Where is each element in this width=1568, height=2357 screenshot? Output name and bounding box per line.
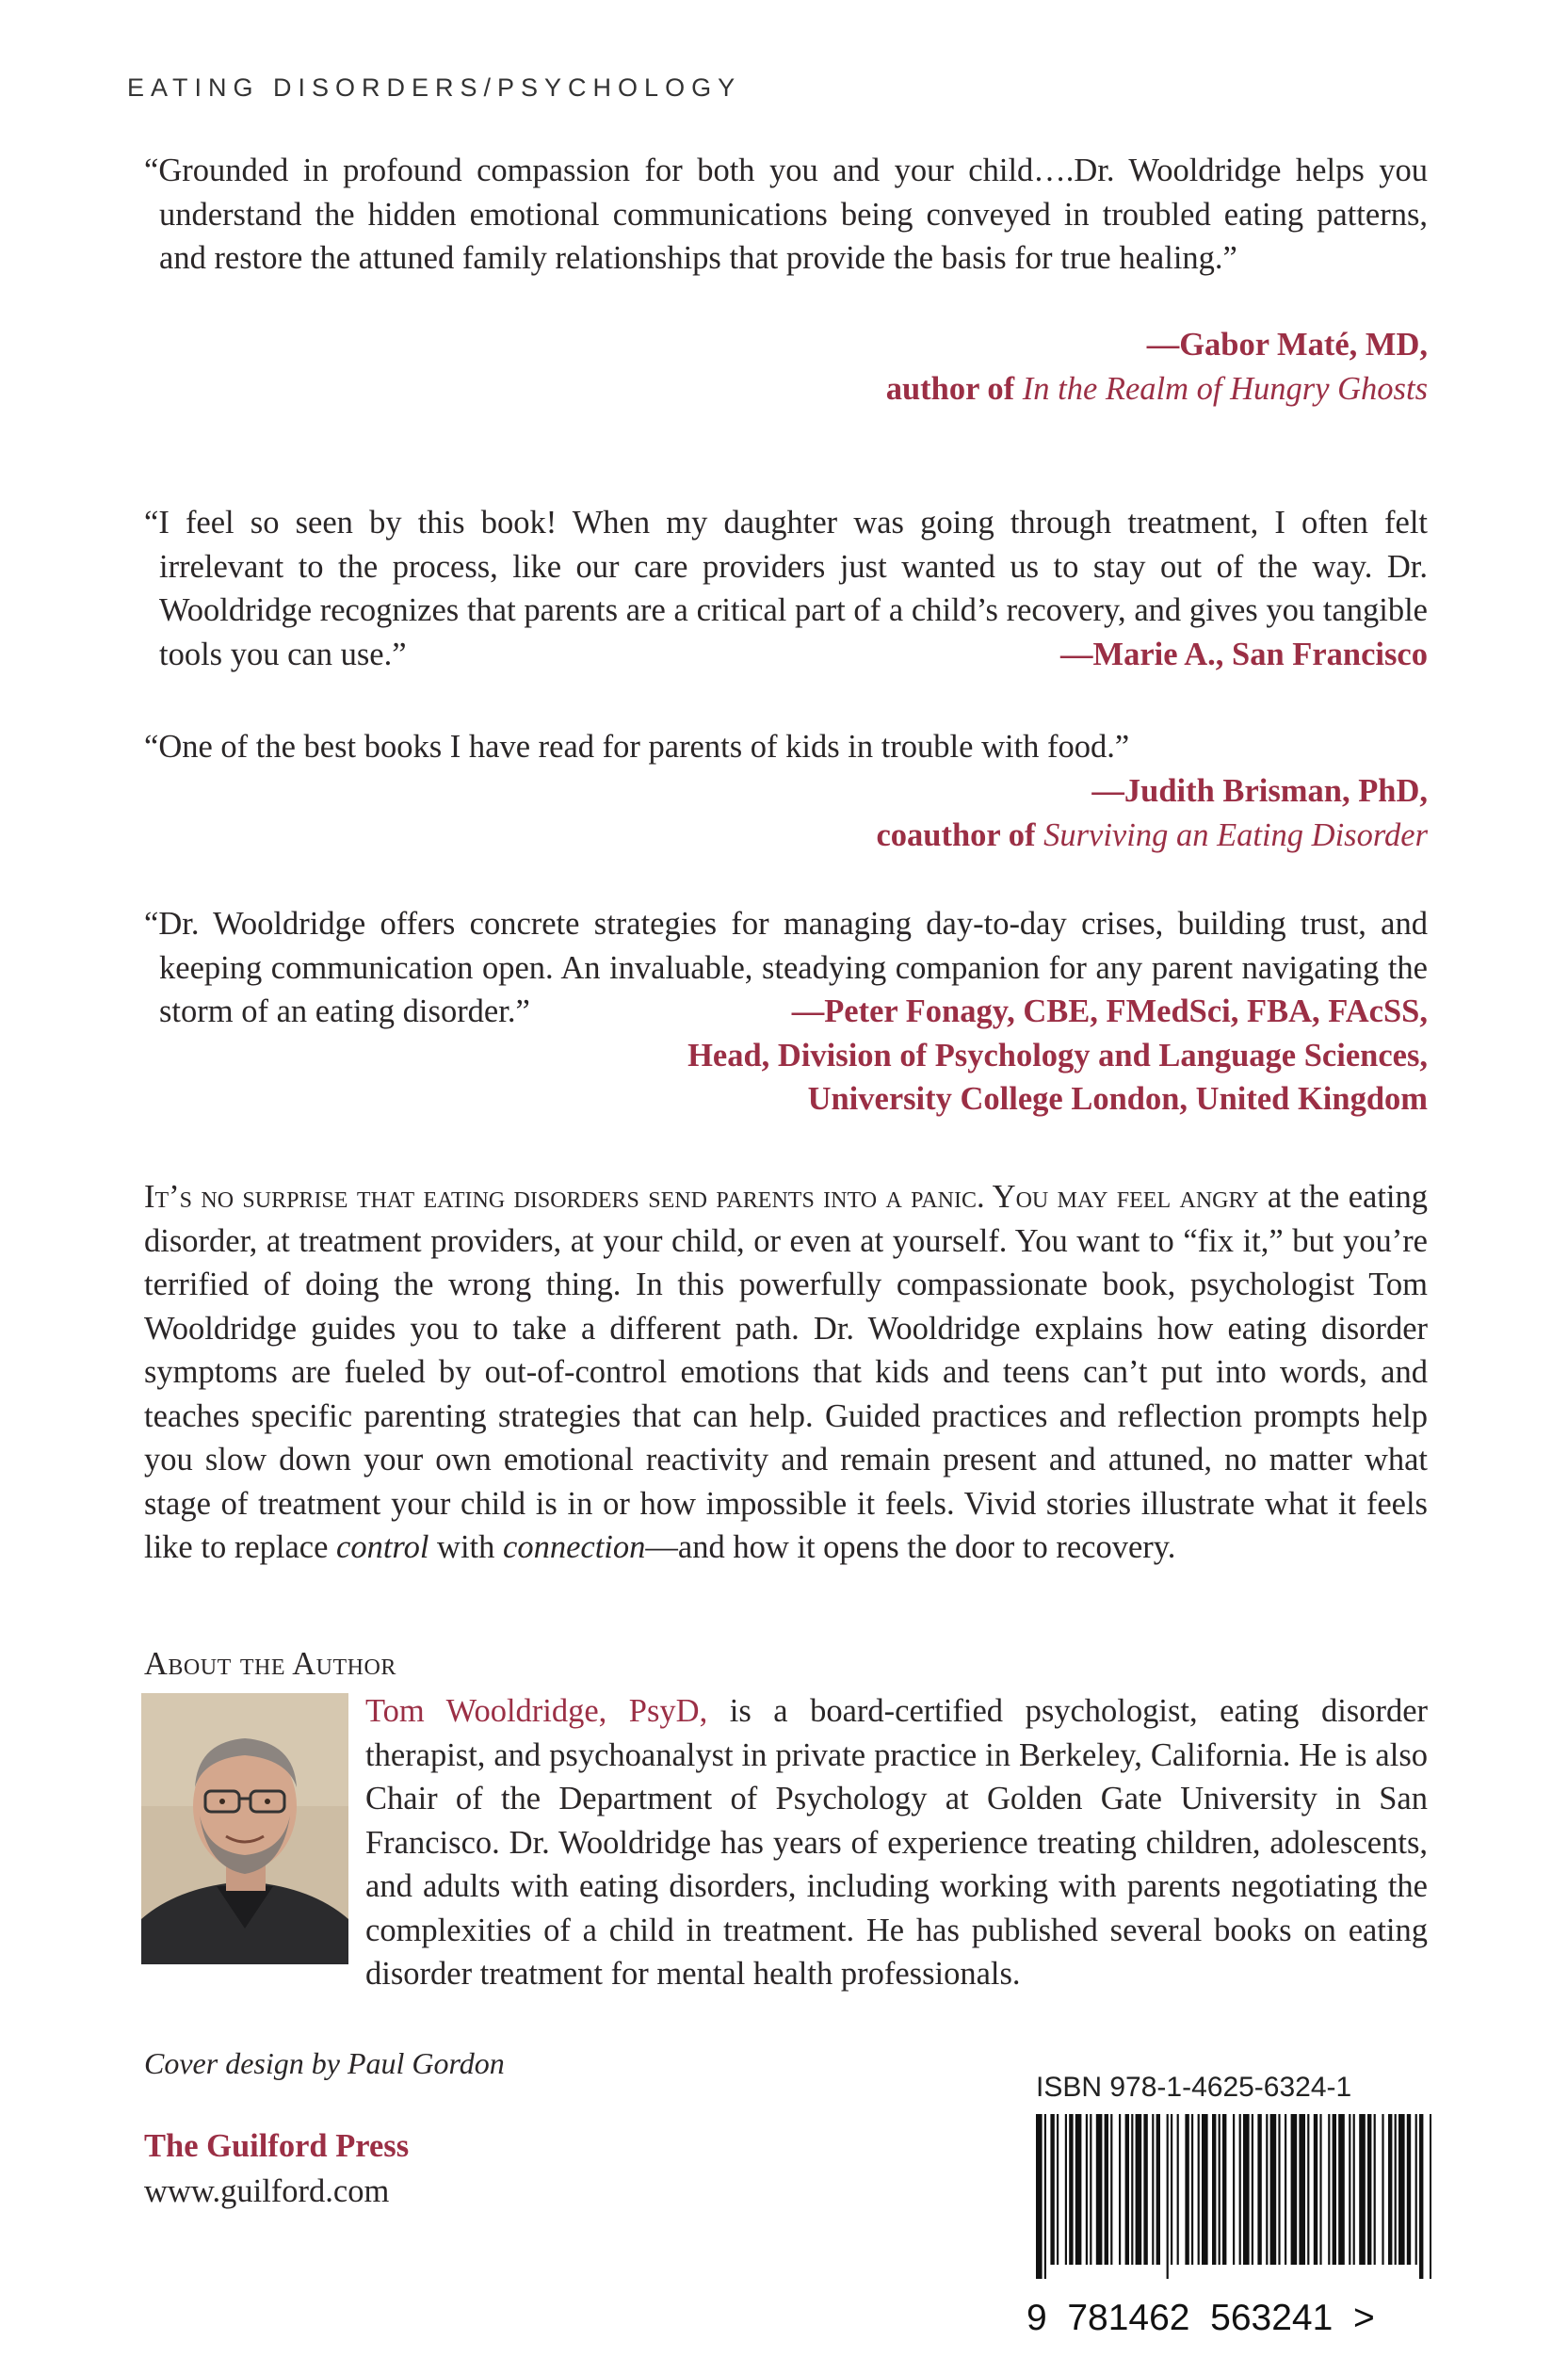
barcode-bar <box>1096 2114 1103 2265</box>
barcode-bar <box>1278 2114 1280 2265</box>
barcode-bar <box>1349 2114 1350 2265</box>
blurb-4-affiliation-2: University College London, United Kingdom <box>807 1081 1428 1117</box>
author-bio-text: is a board-certified psychologist, eating disorder therapist, and psychoanalyst in private practice in Berkeley, California. He is also Chair of the Department of Psychology at Golden Gate University in San Francisco. Dr. Wooldridge has years of experience treating children, adolescents, and adults with eating disorders, including working with parents negotiating the complexities of a child in treatment. He has published several books on eating disorder treatment for mental health professionals. <box>365 1693 1428 1992</box>
blurb-4-quote: “Dr. Wooldridge offers concrete strategies for managing day-to-day crises, building trust, and keeping communication open. An invaluable, steadying companion for any parent navigating the storm of an eating disorder.” <box>144 906 1428 1029</box>
barcode-bar <box>1075 2114 1082 2265</box>
description-body-3: —and how it opens the door to recovery. <box>645 1529 1176 1565</box>
barcode-bar <box>1222 2114 1226 2265</box>
barcode-bar <box>1125 2114 1129 2265</box>
blurb-3-prefix: coauthor of <box>876 816 1036 853</box>
barcode-bar <box>1065 2114 1067 2265</box>
author-bio <box>365 1689 1428 1996</box>
barcode-bar <box>1333 2114 1336 2265</box>
description-body-1: at the eating disorder, at treatment providers, at your child, or even at yourself. You want to “fix it,” but you’re terrified of doing the wrong thing. In this powerfully compassionate book, psychologist Tom Wooldridge guides you to take a different path. Dr. Wooldridge explains how eating disorder symptoms are fueled by out-of-control emotions that kids and teens can’t put into words, and teaches specific parenting strategies that can help. Guided practices and reflection prompts help you slow down your own emotional reactivity and remain present and attuned, no matter what stage of treatment your child is in or how impossible it feels. Vivid stories illustrate what it feels like to replace <box>144 1179 1428 1565</box>
publisher-name: The Guilford Press <box>144 2128 410 2164</box>
barcode-bar <box>1177 2114 1179 2265</box>
blurb-1-author: —Gabor Maté, MD, <box>1146 327 1428 363</box>
barcode-bar <box>1374 2114 1376 2265</box>
barcode-bar <box>1143 2114 1147 2265</box>
book-description <box>144 1175 1428 1570</box>
cover-credit: Cover design by Paul Gordon <box>144 2046 505 2080</box>
barcode-bar <box>1314 2114 1317 2265</box>
barcode-bar <box>1382 2114 1383 2265</box>
barcode-bar <box>1156 2114 1160 2265</box>
description-emphasis-2: connection <box>503 1529 646 1565</box>
barcode-bar <box>1050 2114 1054 2265</box>
description-body-2: with <box>428 1529 504 1565</box>
barcode-bar <box>1110 2114 1112 2265</box>
barcode-bar <box>1243 2114 1250 2265</box>
barcode-bar <box>1359 2114 1366 2265</box>
blurb-3-quote: “One of the best books I have read for parents of kids in trouble with food.” <box>144 729 1130 765</box>
description-lead: It’s no surprise that eating disorders send parents into a panic. You may feel angry <box>144 1179 1259 1215</box>
blurb-1-book-title: In the Realm of Hungry Ghosts <box>1022 370 1428 407</box>
blurb-3-attribution <box>659 769 1428 857</box>
blurb-2-author: —Marie A., San Francisco <box>1060 636 1428 672</box>
barcode-bar <box>1191 2114 1193 2265</box>
barcode-bar <box>1233 2114 1235 2265</box>
barcode-bar <box>1252 2114 1253 2265</box>
description-emphasis-1: control <box>336 1529 429 1565</box>
blurb-1-prefix: author of <box>885 370 1015 407</box>
author-photo <box>141 1693 348 1964</box>
barcode-bar <box>1257 2114 1261 2265</box>
barcode-bar <box>1299 2114 1305 2265</box>
barcode-bar <box>1307 2114 1309 2265</box>
barcode-bar <box>1185 2114 1188 2265</box>
barcode-bar <box>1036 2114 1043 2279</box>
blurb-1-attribution <box>659 323 1428 411</box>
barcode-bar <box>1270 2114 1277 2265</box>
barcode-bar <box>1119 2114 1121 2265</box>
barcode-bar <box>1395 2114 1397 2265</box>
category-label: EATING DISORDERS/PSYCHOLOGY <box>127 73 742 102</box>
barcode-bar <box>1219 2114 1220 2265</box>
barcode-bar <box>1044 2114 1046 2279</box>
barcode-image <box>1036 2114 1431 2279</box>
blurb-4-author: —Peter Fonagy, CBE, FMedSci, FBA, FAcSS, <box>791 993 1428 1029</box>
barcode-bar <box>1388 2114 1392 2265</box>
publisher-website: www.guilford.com <box>144 2173 390 2209</box>
barcode-bar <box>1367 2114 1371 2265</box>
barcode-bar <box>1407 2114 1411 2265</box>
barcode-bar <box>1419 2114 1423 2279</box>
barcode-bar <box>1353 2114 1355 2265</box>
blurb-3-book-title: Surviving an Eating Disorder <box>1043 816 1428 853</box>
about-author-heading: About the Author <box>144 1646 396 1682</box>
barcode-bar <box>1319 2114 1321 2265</box>
barcode-bar <box>1202 2114 1208 2265</box>
barcode-bar <box>1167 2114 1169 2279</box>
barcode-bar <box>1212 2114 1216 2265</box>
blurb-3-author: —Judith Brisman, PhD, <box>1091 773 1428 809</box>
barcode-bar <box>1105 2114 1108 2265</box>
blurb-1-quote: “Grounded in profound compassion for both you and your child….Dr. Wooldridge helps you understand the hidden emotional communications being conveyed in troubled eating patterns, and restore the attuned family relationships that provide the basis for true healing.” <box>144 153 1428 276</box>
blurb-4-attribution <box>471 990 1428 1122</box>
blurb-4-affiliation-1: Head, Division of Psychology and Language Sciences, <box>687 1037 1428 1074</box>
barcode-bar <box>1415 2114 1417 2265</box>
barcode-bar <box>1057 2114 1059 2265</box>
barcode-bar <box>1285 2114 1286 2265</box>
barcode-bar <box>1198 2114 1200 2265</box>
barcode-bar <box>1069 2114 1073 2265</box>
barcode-bar <box>1090 2114 1091 2265</box>
barcode-bar <box>1171 2114 1172 2265</box>
barcode-bar <box>1131 2114 1133 2265</box>
author-name: Tom Wooldridge, PsyD, <box>365 1693 708 1729</box>
barcode-bar <box>1291 2114 1298 2265</box>
blurb-3 <box>144 725 1428 769</box>
barcode-bar <box>1398 2114 1405 2265</box>
author-portrait-image <box>141 1693 348 1964</box>
barcode-bar <box>1338 2114 1345 2265</box>
barcode-bar <box>1239 2114 1241 2265</box>
barcode-bar <box>1430 2114 1431 2279</box>
barcode-bar <box>1152 2114 1154 2265</box>
barcode-bar <box>1266 2114 1268 2265</box>
barcode-bar <box>1086 2114 1088 2265</box>
barcode-bar <box>1136 2114 1142 2265</box>
barcode-digits: 9 781462 563241 > <box>1026 2298 1375 2338</box>
isbn-label: ISBN 978-1-4625-6324-1 <box>1036 2072 1352 2103</box>
blurb-2-quote: “I feel so seen by this book! When my daughter was going through treatment, I often felt irrelevant to the process, like our care providers just wanted us to stay out of the way. Dr. Wooldridge recognizes that parents are a critical part of a child’s recovery, and gives you tangible tools you can use.” <box>144 505 1428 672</box>
barcode-bar <box>1328 2114 1330 2265</box>
blurb-1 <box>144 149 1428 281</box>
blurb-2 <box>144 501 1428 676</box>
